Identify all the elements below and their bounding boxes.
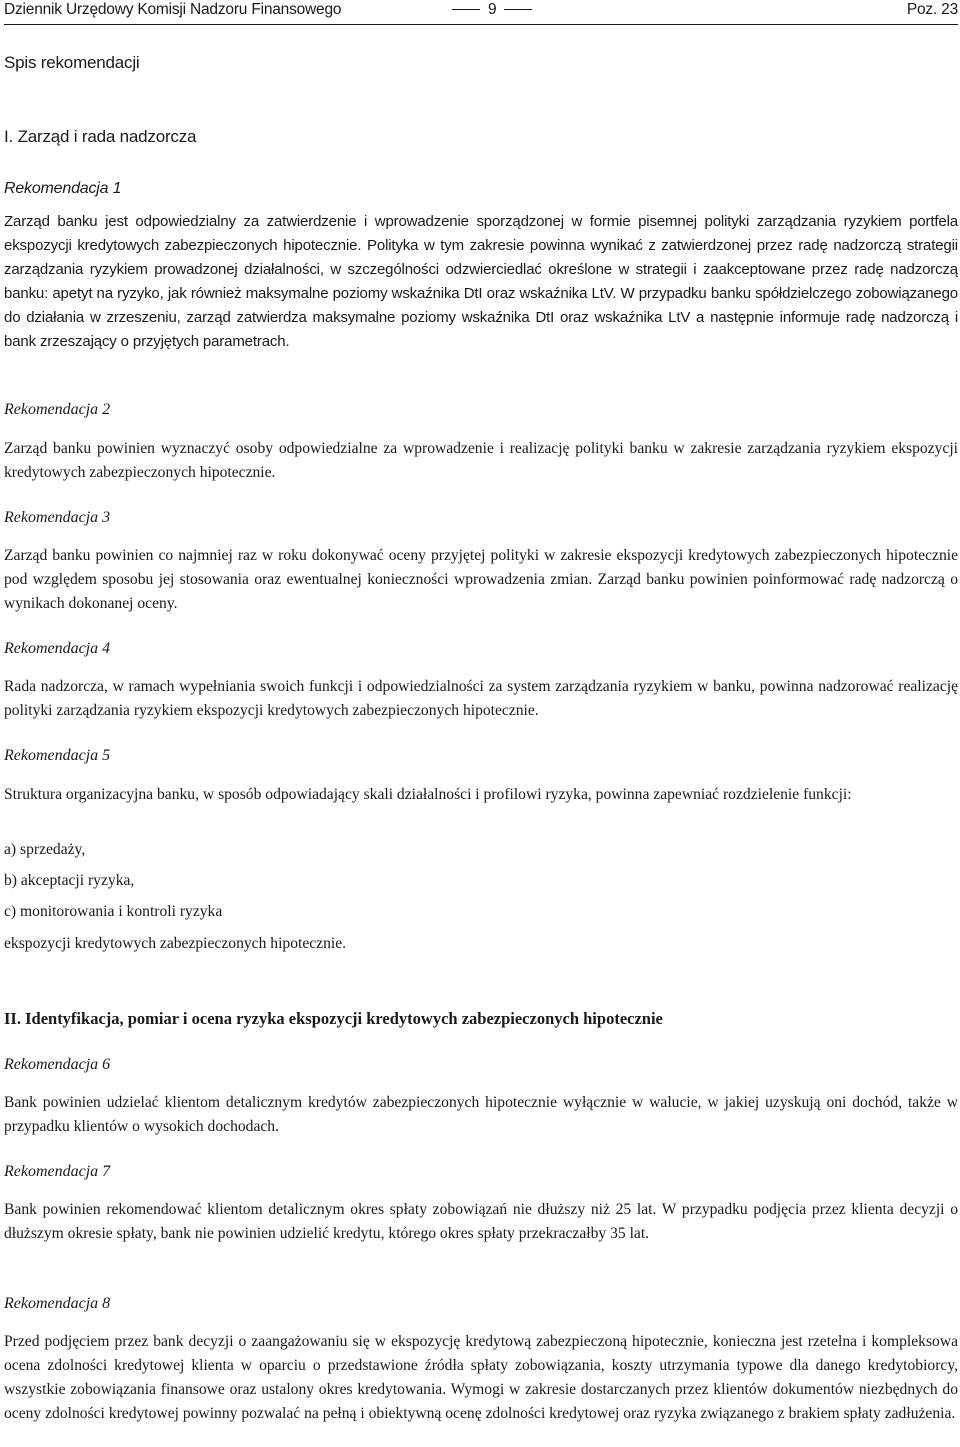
recommendation-text: Zarząd banku powinien co najmniej raz w roku dokonywać oceny przyjętej polityki w zakresie ekspozycji kredytowych zabezpieczonych hipotecznie pod względem sposobu jej stosowania oraz ewentualnej konieczności wprowadzenia zmian. Zarząd banku powinien poinformować radę nadzorczą o wynikach dokonanej oceny. bbox=[4, 547, 958, 612]
list-item: c) monitorowania i kontroli ryzyka bbox=[4, 903, 223, 920]
list-closing: ekspozycji kredytowych zabezpieczonych hipotecznie. bbox=[4, 935, 347, 952]
recommendation-heading: Rekomendacja 1 bbox=[4, 180, 122, 197]
page-number: 9 bbox=[488, 1, 497, 18]
recommendation-text: Rada nadzorcza, w ramach wypełniania swoich funkcji i odpowiedzialności za system zarządzania ryzykiem w banku, powinna nadzorować realizację polityki zarządzania ryzykiem ekspozycji kredytowych zabezpieczonych hipotecznie. bbox=[4, 678, 958, 719]
position-number: Poz. 23 bbox=[906, 1, 958, 18]
dash-right bbox=[504, 9, 532, 10]
recommendation-heading: Rekomendacja 4 bbox=[4, 640, 111, 657]
dash-left bbox=[452, 9, 480, 10]
recommendation-heading: Rekomendacja 8 bbox=[4, 1295, 111, 1312]
recommendation-heading: Rekomendacja 5 bbox=[4, 747, 111, 764]
recommendation-heading: Rekomendacja 7 bbox=[4, 1163, 111, 1180]
section-heading: II. Identyfikacja, pomiar i ocena ryzyka ekspozycji kredytowych zabezpieczonych hipotecznie bbox=[4, 1009, 663, 1028]
recommendation-text: Struktura organizacyjna banku, w sposób odpowiadający skali działalności i profilowi ryzyka, powinna zapewniać rozdzielenie funkcji: bbox=[4, 786, 852, 803]
recommendation-text: Zarząd banku jest odpowiedzialny za zatwierdzenie i wprowadzenie sporządzonej w formie pisemnej polityki zarządzania ryzykiem portfela ekspozycji kredytowych zabezpieczonych hipotecznie. Polityka w tym zakresie powinna wynikać z zatwierdzonej przez radę nadzorczą strategii zarządzania ryzykiem prowadzonej działalności, w szczególności odzwierciedlać określone w strategii i zaakceptowane przez radę nadzorczą banku: apetyt na ryzyko, jak również maksymalne poziomy wskaźnika DtI oraz wskaźnika LtV. W przypadku banku spółdzielczego zobowiązanego do działania w zrzeszeniu, zarząd zatwierdza maksymalne poziomy wskaźnika DtI oraz wskaźnika LtV a następnie informuje radę nadzorczą i bank zrzeszający o przyjętych parametrach. bbox=[4, 213, 958, 350]
recommendation-heading: Rekomendacja 2 bbox=[4, 401, 111, 418]
list-item: a) sprzedaży, bbox=[4, 841, 86, 858]
journal-title: Dziennik Urzędowy Komisji Nadzoru Finansowego bbox=[4, 1, 342, 18]
recommendation-text: Przed podjęciem przez bank decyzji o zaangażowaniu się w ekspozycję kredytową zabezpieczoną hipotecznie, konieczna jest rzetelna i kompleksowa ocena zdolności kredytowej klienta w oparciu o przedstawione źródła spłaty zobowiązania, koszty utrzymania typowe dla danego kredytobiorcy, wszystkie zobowiązania finansowe oraz ustalony okres kredytowania. Wymogi w zakresie dostarczanych przez klientów dokumentów niezbędnych do oceny zdolności kredytowej powinny pozwalać na pełną i obiektywną ocenę zdolności kredytowej oraz ryzyka związanego z brakiem spłaty zadłużenia. bbox=[4, 1333, 958, 1422]
recommendation-heading: Rekomendacja 3 bbox=[4, 509, 111, 526]
recommendation-text: Zarząd banku powinien wyznaczyć osoby odpowiedzialne za wprowadzenie i realizację polityki banku w zakresie zarządzania ryzykiem ekspozycji kredytowych zabezpieczonych hipotecznie. bbox=[4, 440, 958, 481]
page-number-block bbox=[444, 1, 540, 19]
list-item: b) akceptacji ryzyka, bbox=[4, 872, 135, 889]
running-header bbox=[4, 0, 958, 25]
recommendation-heading: Rekomendacja 6 bbox=[4, 1056, 111, 1073]
recommendation-text: Bank powinien udzielać klientom detalicznym kredytów zabezpieczonych hipotecznie wyłącznie w walucie, w jakiej uzyskują oni dochód, także w przypadku klientów o wysokich dochodach. bbox=[4, 1094, 958, 1135]
recommendation-text: Bank powinien rekomendować klientom detalicznym okres spłaty zobowiązań nie dłuższy niż 25 lat. W przypadku podjęcia przez klienta decyzji o dłuższym okresie spłaty, bank nie powinien udzielić kredytu, którego okres spłaty przekraczałby 35 lat. bbox=[4, 1201, 958, 1242]
section-heading: I. Zarząd i rada nadzorcza bbox=[4, 127, 197, 146]
toc-title: Spis rekomendacji bbox=[4, 53, 140, 72]
document-page bbox=[4, 0, 958, 1422]
